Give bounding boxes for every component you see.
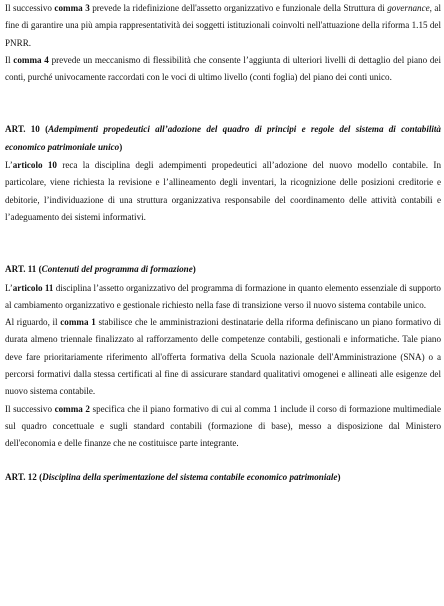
- paragraph-comma-4: [5, 52, 441, 87]
- paren: ): [337, 471, 341, 482]
- text: L’: [5, 282, 13, 293]
- heading-art-11: [5, 261, 441, 278]
- bold-reference: comma 3: [54, 3, 90, 13]
- article-title: Contenuti del programma di formazione: [41, 264, 193, 275]
- text: specifica che il piano formativo di cui al comma 1 include il corso di formazione multimediale sul quadro concettuale e sugli standard contabili (formazione di base), messo a disposizione dal Ministero dell'economia e delle finanze che ne costituisce parte integrante.: [5, 403, 441, 449]
- article-label: ART. 11: [5, 264, 37, 275]
- bold-reference: comma 4: [13, 54, 49, 65]
- bold-reference: comma 1: [60, 317, 96, 328]
- text: disciplina l’assetto organizzativo del programma di formazione in quanto elemento essenziale di supporto al cambiamento organizzativo e gestionale richiesto nella fase di transizione verso il nuovo sistema contabile unico.: [5, 282, 441, 310]
- paragraph-art-10: [5, 157, 441, 226]
- text: stabilisce che le amministrazioni destinatarie della riforma definiscano un piano formativo di durata almeno triennale finalizzato al rafforzamento delle competenze contabili, gestionali e informatiche. Tale piano deve fare prioritariamente riferimento all'offerta formativa della Scuola nazionale dell'Amministrazione (SNA) o a percorsi formativi dalla stessa certificati al fine di assicurare standard qualitativi omogenei e allineati alle esigenze del nuovo sistema contabile.: [5, 317, 441, 397]
- text: Il successivo: [5, 403, 55, 414]
- article-label: ART. 10: [5, 124, 40, 135]
- text: Il: [5, 54, 14, 65]
- bold-reference: articolo 10: [12, 160, 57, 171]
- text: prevede un meccanismo di flessibilità che consente l’aggiunta di ulteriori livelli di dettaglio del piano dei conti, purché univocamente raccordati con le voci di ultimo livello (conti foglia) del piano dei conti unico.: [5, 54, 441, 83]
- text: L’: [5, 160, 13, 171]
- italic-term: governance: [387, 3, 430, 13]
- paren: ): [119, 141, 123, 152]
- bold-reference: articolo 11: [12, 282, 54, 293]
- heading-art-10: [5, 121, 441, 156]
- article-title: Disciplina della sperimentazione del sistema contabile economico patrimoniale: [42, 471, 338, 482]
- heading-art-12: [5, 469, 441, 486]
- bold-reference: comma 2: [54, 403, 90, 414]
- document-page: [5, 0, 441, 486]
- paren: (: [39, 124, 49, 135]
- paren: (: [36, 264, 42, 275]
- text: , al fine di garantire una più ampia rappresentatività dei soggetti istituzionali coinvolti nell'attuazione della riforma 1.15 del PNRR.: [5, 3, 441, 48]
- paren: ): [192, 264, 196, 275]
- paragraph-art-11-comma-1: [5, 314, 441, 400]
- paragraph-art-11-intro: [5, 280, 441, 315]
- article-title: Adempimenti propedeutici all’adozione del quadro di principi e regole del sistema di contabilità economico patrimoniale unico: [5, 124, 441, 152]
- paren: (: [36, 471, 43, 482]
- text: reca la disciplina degli adempimenti propedeutici all’adozione del nuovo modello contabile. In particolare, viene richiesta la revisione e l’allineamento degli inventari, la ricognizione delle posizioni creditorie e debitorie, l’individuazione di una struttura organizzativa responsabile del coordinamento delle attività contabili e l’adeguamento dei sistemi informativi.: [5, 160, 441, 222]
- article-label: ART. 12: [5, 471, 37, 482]
- paragraph-art-11-comma-2: [5, 401, 441, 453]
- text: prevede la ridefinizione dell'assetto organizzativo e funzionale della Struttura di: [89, 3, 388, 13]
- text: Al riguardo, il: [5, 317, 61, 328]
- paragraph-comma-3: [5, 0, 441, 52]
- text: Il successivo: [5, 3, 55, 13]
